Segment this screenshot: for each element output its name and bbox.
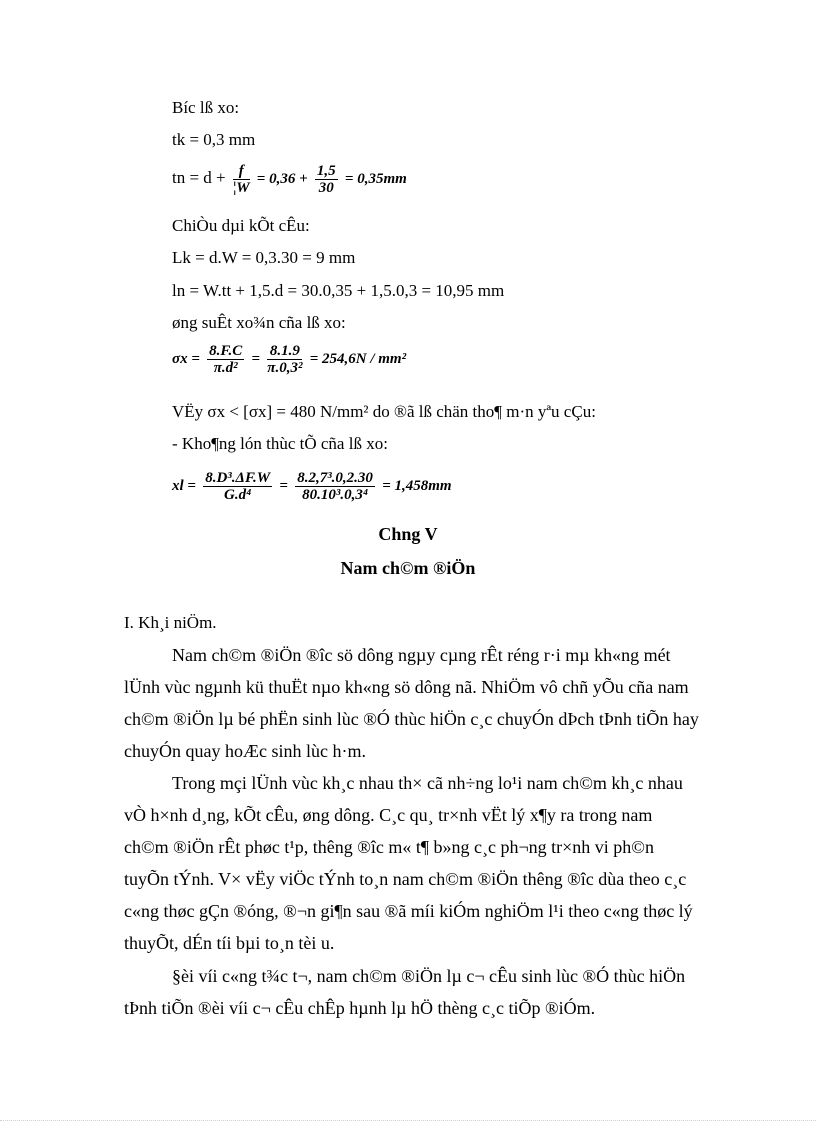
- paragraph-2-line: vÒ h×nh d¸ng, kÕt cÊu, øng dông. C¸c qu¸ tr×nh vËt lý x¶y ra trong nam: [124, 805, 653, 825]
- x-fraction-2-numerator: 8.2,7³.0,2.30: [297, 469, 373, 486]
- paragraph-1-line: Nam ch©m ®iÖn ®îc sö dông ngµy cµng rÊt réng r·i mµ kh«ng mét: [172, 645, 671, 665]
- sigma-formula: [172, 338, 406, 380]
- sigma-equals: =: [251, 351, 261, 367]
- sigma-lhs: σx =: [172, 351, 200, 367]
- x-fraction-1: [203, 470, 272, 503]
- sigma-fraction-2-numerator: 8.1.9: [267, 343, 302, 360]
- tn-fraction-2: [315, 163, 338, 196]
- tn-fraction-2-denominator: 30: [318, 179, 334, 196]
- sigma-fraction-1-denominator: π.d²: [213, 359, 238, 376]
- sigma-fraction-1-numerator: 8.F.C: [209, 342, 243, 359]
- tn-fraction-numerator: f: [233, 163, 250, 180]
- sigma-fraction-1: [207, 343, 244, 376]
- sigma-fraction-2: [267, 343, 302, 376]
- ln-formula: ln = W.tt + 1,5.d = 30.0,35 + 1,5.0,3 = 10,95 mm: [172, 281, 505, 300]
- tn-result: = 0,35mm: [344, 171, 407, 187]
- x-fraction-1-denominator: G.d⁴: [224, 486, 252, 503]
- paragraph-1-line: ch©m ®iÖn lµ bé phËn sinh lùc ®Ó thùc hiÖn c¸c chuyÓn dÞch tÞnh tiÕn hay: [124, 709, 699, 729]
- x-equals: =: [279, 478, 288, 494]
- paragraph-2-line: c«ng thøc gÇn ®óng, ®¬n gi¶n sau ®ã míi kiÓm nghiÖm l¹i theo c«ng thøc lý: [124, 901, 693, 921]
- conclusion-line: VËy σx < [σx] = 480 N/mm² do ®ã lß chän tho¶ m·n yªu cÇu:: [172, 402, 596, 421]
- length-heading: ChiÒu dµi kÕt cÊu:: [172, 216, 310, 235]
- paragraph-3-line: §èi víi c«ng t¾c t¬, nam ch©m ®iÖn lµ c¬ cÊu sinh lùc ®Ó thùc hiÖn: [172, 966, 686, 986]
- tn-fraction: [233, 163, 250, 196]
- paragraph-1-line: chuyÓn quay hoÆc sinh lùc h·m.: [124, 741, 366, 761]
- tn-formula: [172, 158, 407, 200]
- chapter-title: Nam ch©m ®iÖn: [340, 558, 476, 578]
- paragraph-2-line: tuyÕn tÝnh. V× vËy viÖc tÝnh to¸n nam ch©m ®iÖn thêng ®îc dùa theo c¸c: [124, 869, 687, 889]
- tn-prefix: tn = d +: [172, 168, 226, 187]
- tn-middle: = 0,36 +: [256, 171, 308, 187]
- paragraph-1-line: lÜnh vùc ngµnh kü thuËt nµo kh«ng sö dông nã. NhiÖm vô chñ yÕu cña nam: [124, 677, 689, 697]
- sigma-result: = 254,6N / mm²: [309, 351, 407, 367]
- gap-heading: - Kho¶ng lón thùc tÕ cña lß xo:: [172, 434, 388, 453]
- page-bottom-rule: [0, 1120, 816, 1121]
- x-fraction-2-denominator: 80.10³.0,3⁴: [302, 486, 369, 503]
- tn-fraction-denominator: ¦W: [232, 179, 250, 196]
- x-fraction-1-numerator: 8.D³.ΔF.W: [205, 469, 271, 486]
- tn-fraction-2-numerator: 1,5: [316, 162, 336, 179]
- tk-formula: tk = 0,3 mm: [172, 130, 256, 149]
- paragraph-3-line: tÞnh tiÕn ®èi víi c¬ cÊu chÊp hµnh lµ hÖ thèng c¸c tiÕp ®iÓm.: [124, 998, 596, 1018]
- paragraph-2-line: ch©m ®iÖn rÊt phøc t¹p, thêng ®îc m« t¶ b»ng c¸c ph¬ng tr×nh vi ph©n: [124, 837, 654, 857]
- stress-heading: øng suÊt xo¾n cña lß xo:: [172, 313, 346, 332]
- pitch-heading: Bíc lß xo:: [172, 98, 240, 117]
- chapter-number: Chng V: [378, 524, 438, 544]
- x-result: = 1,458mm: [382, 478, 452, 494]
- displacement-formula: [172, 465, 452, 507]
- section-heading: I. Kh¸i niÖm.: [124, 613, 217, 632]
- sigma-fraction-2-denominator: π.0,3²: [267, 359, 303, 376]
- paragraph-2-line: Trong mçi lÜnh vùc kh¸c nhau th× cã nh÷ng lo¹i nam ch©m kh¸c nhau: [172, 773, 683, 793]
- lk-formula: Lk = d.W = 0,3.30 = 9 mm: [172, 248, 356, 267]
- x-lhs: xl =: [172, 478, 196, 494]
- paragraph-2-line: thuyÕt, dÉn tíi bµi to¸n tèi u.: [124, 933, 335, 953]
- x-fraction-2: [295, 470, 375, 503]
